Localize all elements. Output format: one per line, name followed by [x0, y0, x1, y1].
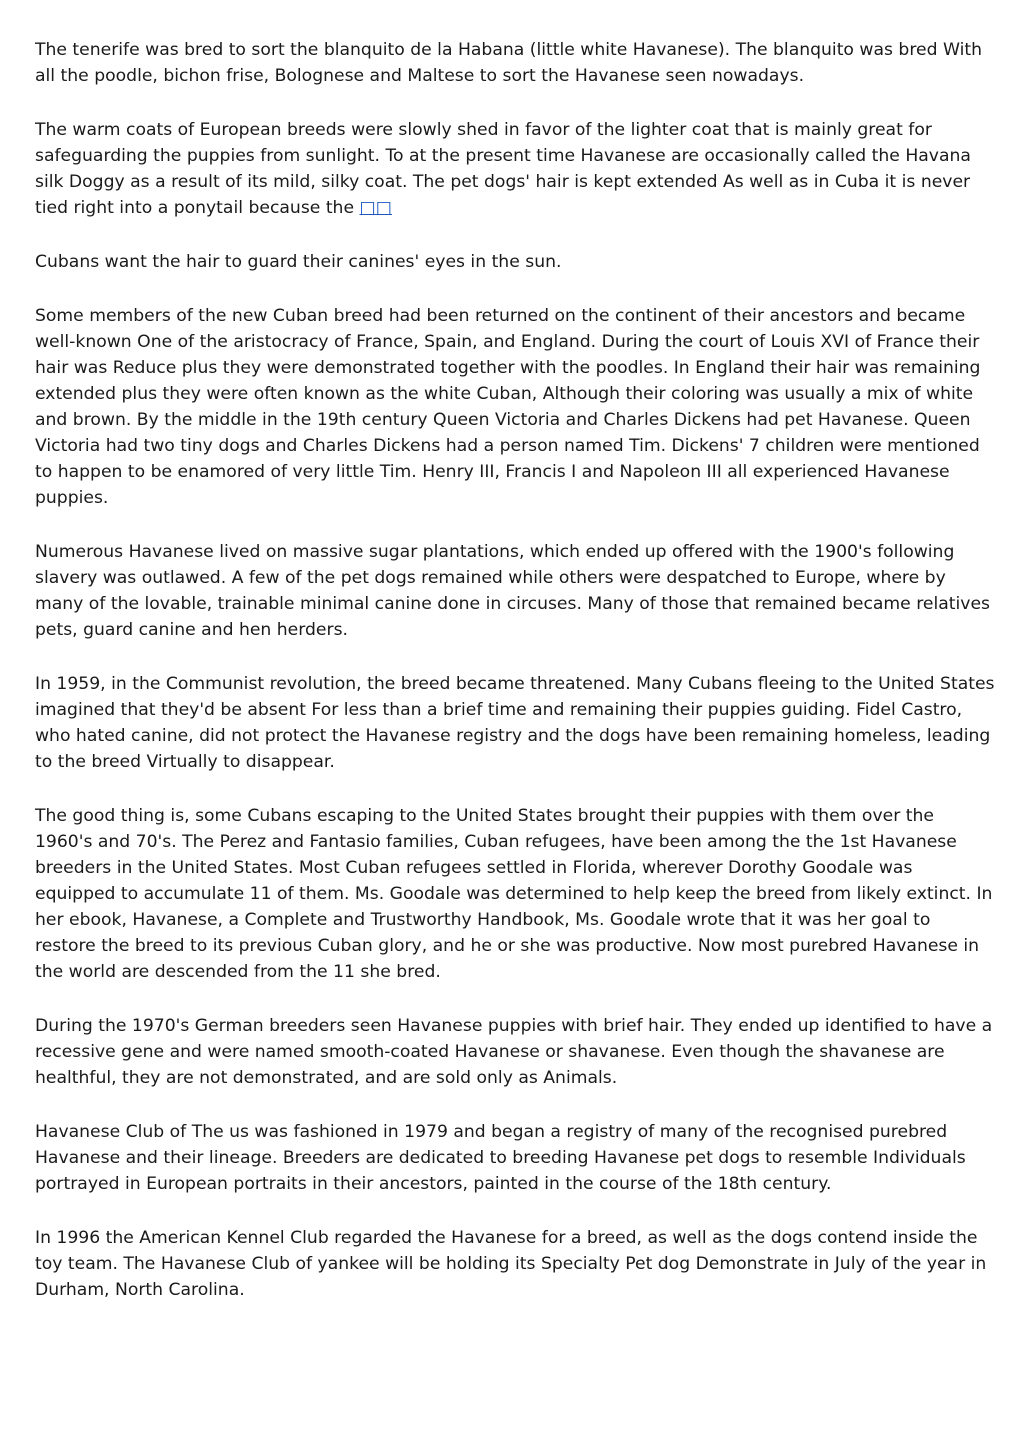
article-body [35, 37, 995, 1331]
paragraph-4: Some members of the new Cuban breed had been returned on the continent of their ancestors and became well-known One of the aristocracy of France, Spain, and England. During the court of Louis XVI of France their hair was Reduce plus they were demonstrated together with the poodles. In England their hair was remaining extended plus they were often known as the white Cuban, Although their coloring was usually a mix of white and brown. By the middle in the 19th century Queen Victoria and Charles Dickens had pet Havanese. Queen Victoria had two tiny dogs and Charles Dickens had a person named Tim. Dickens' 7 children were mentioned to happen to be enamored of very little Tim. Henry III, Francis I and Napoleon III all experienced Havanese puppies. [35, 306, 981, 508]
paragraph-9: Havanese Club of The us was fashioned in 1979 and began a registry of many of the recognised purebred Havanese and their lineage. Breeders are dedicated to breeding Havanese pet dogs to resemble Individuals portrayed in European portraits in their ancestors, painted in the course of the 18th century. [35, 1122, 966, 1194]
paragraph-10: In 1996 the American Kennel Club regarded the Havanese for a breed, as well as the dogs contend inside the toy team. The Havanese Club of yankee will be holding its Specialty Pet dog Demonstrate in July of the year in Durham, North Carolina. [35, 1228, 987, 1300]
paragraph-7: The good thing is, some Cubans escaping to the United States brought their puppies with them over the 1960's and 70's. The Perez and Fantasio families, Cuban refugees, have been among the the 1st Havanese breeders in the United States. Most Cuban refugees settled in Florida, wherever Dorothy Goodale was equipped to accumulate 11 of them. Ms. Goodale was determined to help keep the breed from likely extinct. In her ebook, Havanese, a Complete and Trustworthy Handbook, Ms. Goodale wrote that it was her goal to restore the breed to its previous Cuban glory, and he or she was productive. Now most purebred Havanese in the world are descended from the 11 she bred. [35, 806, 993, 982]
paragraph-2-text: The warm coats of European breeds were slowly shed in favor of the lighter coat that is mainly great for safeguarding the puppies from sunlight. To at the present time Havanese are occasionally called the Havana silk Doggy as a result of its mild, silky coat. The pet dogs' hair is kept extended As well as in Cuba it is never tied right into a ponytail because the [35, 120, 971, 218]
paragraph-6: In 1959, in the Communist revolution, the breed became threatened. Many Cubans fleeing to the United States imagined that they'd be absent For less than a brief time and remaining their puppies guiding. Fidel Castro, who hated canine, did not protect the Havanese registry and the dogs have been remaining homeless, leading to the breed Virtually to disappear. [35, 674, 995, 772]
paragraph-3: Cubans want the hair to guard their canines' eyes in the sun. [35, 252, 562, 272]
paragraph-1: The tenerife was bred to sort the blanquito de la Habana (little white Havanese). The blanquito was bred With all the poodle, bichon frise, Bolognese and Maltese to sort the Havanese seen nowadays. [35, 40, 982, 86]
paragraph-2 [35, 117, 995, 221]
inline-link[interactable]: □□ [359, 198, 392, 218]
paragraph-8: During the 1970's German breeders seen Havanese puppies with brief hair. They ended up identified to have a recessive gene and were named smooth-coated Havanese or shavanese. Even though the shavanese are healthful, they are not demonstrated, and are sold only as Animals. [35, 1016, 993, 1088]
paragraph-5: Numerous Havanese lived on massive sugar plantations, which ended up offered with the 1900's following slavery was outlawed. A few of the pet dogs remained while others were despatched to Europe, where by many of the lovable, trainable minimal canine done in circuses. Many of those that remained became relatives pets, guard canine and hen herders. [35, 542, 990, 640]
